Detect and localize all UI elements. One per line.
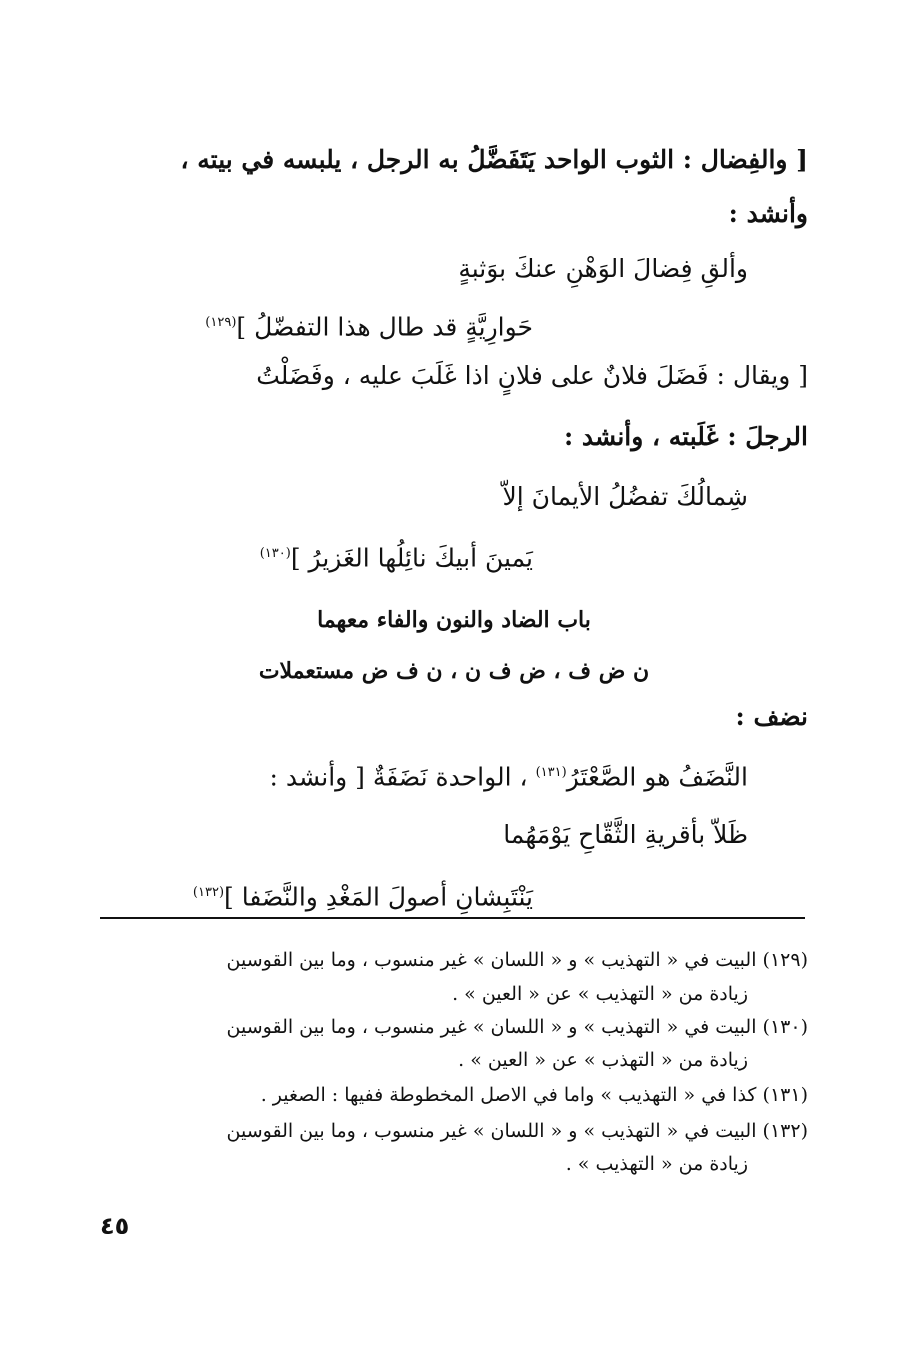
page-number: ٤٥ [100, 1212, 130, 1240]
footnote-130-line-1 [227, 1014, 808, 1040]
verse-2-first-hemistich: شِمالُكَ تفضُلُ الأيمانَ إلاّ [502, 482, 748, 511]
verse-2-second-hemistich [260, 537, 533, 575]
footnote-132-number: (١٣٢) [762, 1120, 808, 1142]
section-subheading: ن ض ف ، ض ف ن ، ن ف ض مستعملات [258, 658, 650, 684]
paragraph-2-line-1: [ ويقال : فَضَلَ فلانٌ على فلانٍ اذا غَلَبَ عليه ، وفَضَلْتُ [256, 361, 808, 390]
paragraph-2-line-2: الرجلَ : غَلَبته ، وأنشد : [563, 422, 808, 451]
footnote-ref-130: (١٣٠) [259, 546, 291, 561]
entry-headword: نضف : [735, 702, 808, 731]
paragraph-1-line-1: [ والفِضال : الثوب الواحد يَتَفَضَّلُ به الرجل ، يلبسه في بيته ، [180, 145, 808, 174]
verse-2-second-text: يَمينَ أبيكَ نائِلُها الغَزيرُ ] [290, 543, 533, 573]
footnote-130-text: البيت في « التهذيب » و « اللسان » غير منسوب ، وما بين القوسين [226, 1016, 757, 1038]
footnote-131-line-1 [261, 1082, 808, 1108]
paragraph-1-line-2: وأنشد : [728, 199, 808, 228]
footnote-130-number: (١٣٠) [762, 1016, 808, 1038]
footnote-132-text: البيت في « التهذيب » و « اللسان » غير منسوب ، وما بين القوسين [226, 1120, 757, 1142]
paragraph-3-part-2: ، الواحدة نَضَفَةٌ [ وأنشد : [269, 762, 528, 792]
footnote-129-number: (١٢٩) [762, 949, 808, 971]
paragraph-3-part-1: النَّضَفُ هو الصَّعْتَرُ [566, 762, 748, 792]
footnote-129-text: البيت في « التهذيب » و « اللسان » غير منسوب ، وما بين القوسين [226, 949, 757, 971]
section-heading: باب الضاد والنون والفاء معهما [317, 607, 591, 633]
verse-1-second-hemistich [205, 306, 533, 344]
footnote-131-number: (١٣١) [762, 1084, 808, 1106]
footnote-ref-129: (١٢٩) [205, 315, 237, 330]
verse-3-second-hemistich [193, 876, 533, 914]
footnote-131-text: كذا في « التهذيب » واما في الاصل المخطوطة ففيها : الصغير . [260, 1084, 757, 1106]
footnote-ref-132: (١٣٢) [192, 885, 225, 900]
verse-3-second-text: يَنْتَبِشانِ أصولَ المَغْدِ والنَّضَفا ] [224, 882, 533, 912]
footnote-130-line-2: زيادة من « التهذب » عن « العين » . [458, 1049, 748, 1071]
footnote-129-line-2: زيادة من « التهذيب » عن « العين » . [452, 983, 748, 1005]
footnote-129-line-1 [227, 947, 808, 973]
verse-3-first-hemistich: ظَلاّ بأقريةِ الثَّقّاحِ يَوْمَهُما [503, 820, 748, 849]
verse-1-second-text: حَوارِيَّةٍ قد طال هذا التفضّلُ ] [236, 312, 533, 342]
verse-1-first-hemistich: وألقِ فِضالَ الوَهْنِ عنكَ بوَثبةٍ [458, 254, 748, 283]
footnote-divider [100, 917, 805, 919]
footnote-132-line-1 [227, 1118, 808, 1144]
footnote-132-line-2: زيادة من « التهذيب » . [565, 1153, 748, 1175]
paragraph-3-line-1 [269, 756, 748, 794]
footnote-ref-131: (١٣١) [535, 765, 567, 780]
